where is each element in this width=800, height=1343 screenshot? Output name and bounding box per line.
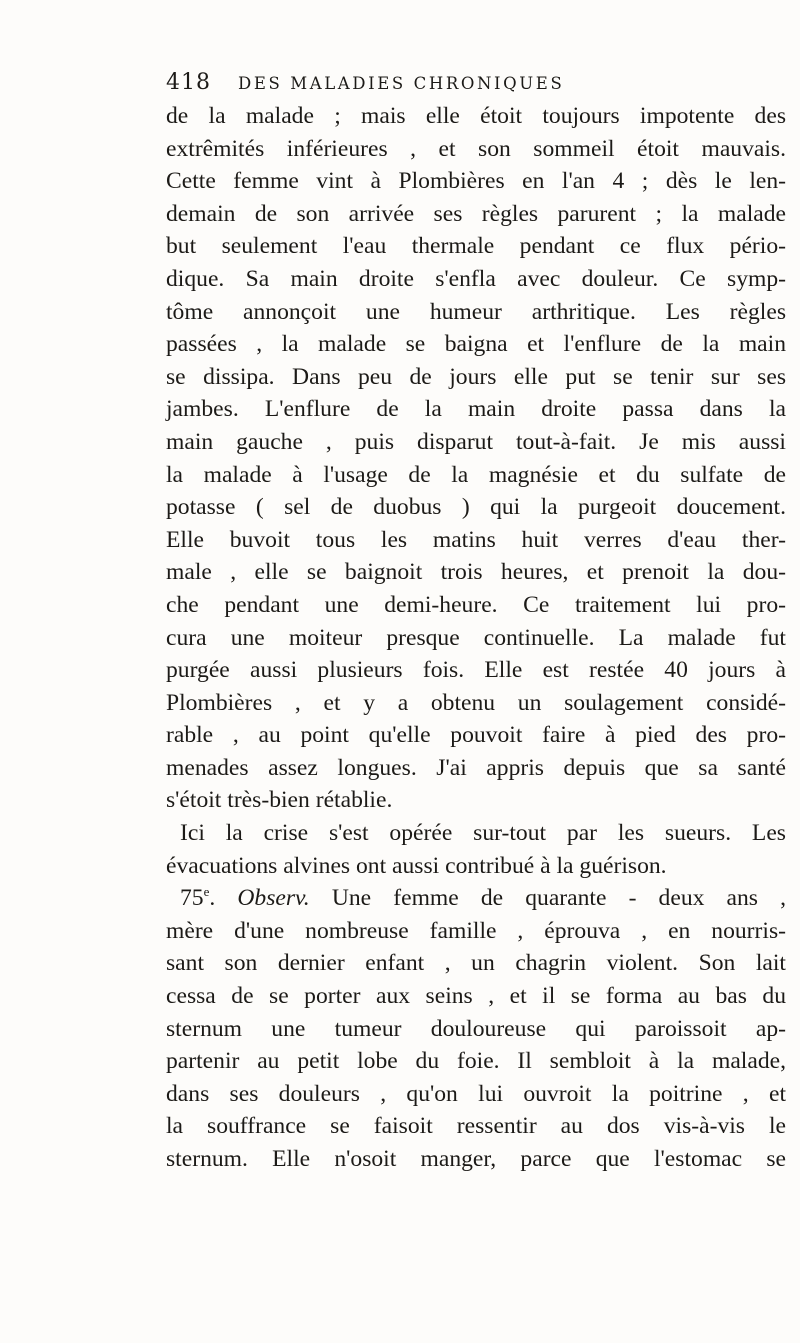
- text-line: demain de son arrivée ses règles parurent ; la malade: [166, 200, 786, 227]
- text-line: purgée aussi plusieurs fois. Elle est restée 40 jours à: [166, 657, 786, 684]
- observation-number-suffix: e: [203, 884, 210, 900]
- text-line: jambes. L'enflure de la main droite passa dans la: [166, 396, 786, 423]
- text-line: che pendant une demi-heure. Ce traitement lui pro-: [166, 591, 786, 618]
- text-line: tôme annonçoit une humeur arthritique. Les règles: [166, 298, 786, 325]
- text-line: la souffrance se faisoit ressentir au dos vis-à-vis le: [166, 1113, 786, 1140]
- text-line: dique. Sa main droite s'enfla avec douleur. Ce symp-: [166, 265, 786, 292]
- body-text: [166, 100, 786, 1176]
- running-head: [166, 70, 666, 102]
- text-line: de la malade ; mais elle étoit toujours impotente des: [166, 103, 786, 129]
- text-line: Plombières , et y a obtenu un soulagement considé-: [166, 689, 786, 716]
- text-line: Ici la crise s'est opérée sur-tout par les sueurs. Les: [180, 820, 786, 847]
- text-line: sant son dernier enfant , un chagrin violent. Son lait: [166, 950, 786, 977]
- text-line: Cette femme vint à Plombières en l'an 4 ; dès le len-: [166, 168, 786, 195]
- text-line: cura une moiteur presque continuelle. La malade fut: [166, 624, 786, 651]
- text-line: main gauche , puis disparut tout-à-fait. Je mis aussi: [166, 428, 786, 455]
- text-line: dans ses douleurs , qu'on lui ouvroit la poitrine , et: [166, 1080, 786, 1107]
- observation-heading-line: 75e. Observ. Une femme de quarante - deux ans ,: [180, 884, 786, 912]
- text-line: sternum. Elle n'osoit manger, parce que l'estomac se: [166, 1146, 786, 1172]
- running-title: DES MALADIES CHRONIQUES: [238, 74, 565, 93]
- text-line: Elle buvoit tous les matins huit verres d'eau ther-: [166, 526, 786, 553]
- text-line: extrêmités inférieures , et son sommeil étoit mauvais.: [166, 135, 786, 162]
- text-line: mère d'une nombreuse famille , éprouva , en nourris-: [166, 917, 786, 944]
- page-number: 418: [166, 70, 211, 95]
- text-line: potasse ( sel de duobus ) qui la purgeoit doucement.: [166, 494, 786, 521]
- text-line: menades assez longues. J'ai appris depuis que sa santé: [166, 754, 786, 781]
- text-line: la malade à l'usage de la magnésie et du sulfate de: [166, 461, 786, 488]
- text-line: sternum une tumeur douloureuse qui paroissoit ap-: [166, 1015, 786, 1042]
- text-line: male , elle se baignoit trois heures, et prenoit la dou-: [166, 559, 786, 586]
- text-line: cessa de se porter aux seins , et il se forma au bas du: [166, 983, 786, 1010]
- text-line-rest: Une femme de quarante - deux ans ,: [331, 885, 786, 912]
- text-line: s'étoit très-bien rétablie.: [166, 787, 393, 814]
- text-line: passées , la malade se baigna et l'enflure de la main: [166, 331, 786, 358]
- text-line: but seulement l'eau thermale pendant ce flux pério-: [166, 233, 786, 260]
- text-line: évacuations alvines ont aussi contribué à la guérison.: [166, 852, 667, 879]
- text-line: se dissipa. Dans peu de jours elle put se tenir sur ses: [166, 363, 786, 390]
- text-line: rable , au point qu'elle pouvoit faire à pied des pro-: [166, 722, 786, 749]
- observation-number: [180, 885, 209, 911]
- observation-number-value: 75: [180, 885, 204, 912]
- observation-label: Observ.: [237, 885, 310, 912]
- text-line: partenir au petit lobe du foie. Il sembloit à la malade,: [166, 1048, 786, 1075]
